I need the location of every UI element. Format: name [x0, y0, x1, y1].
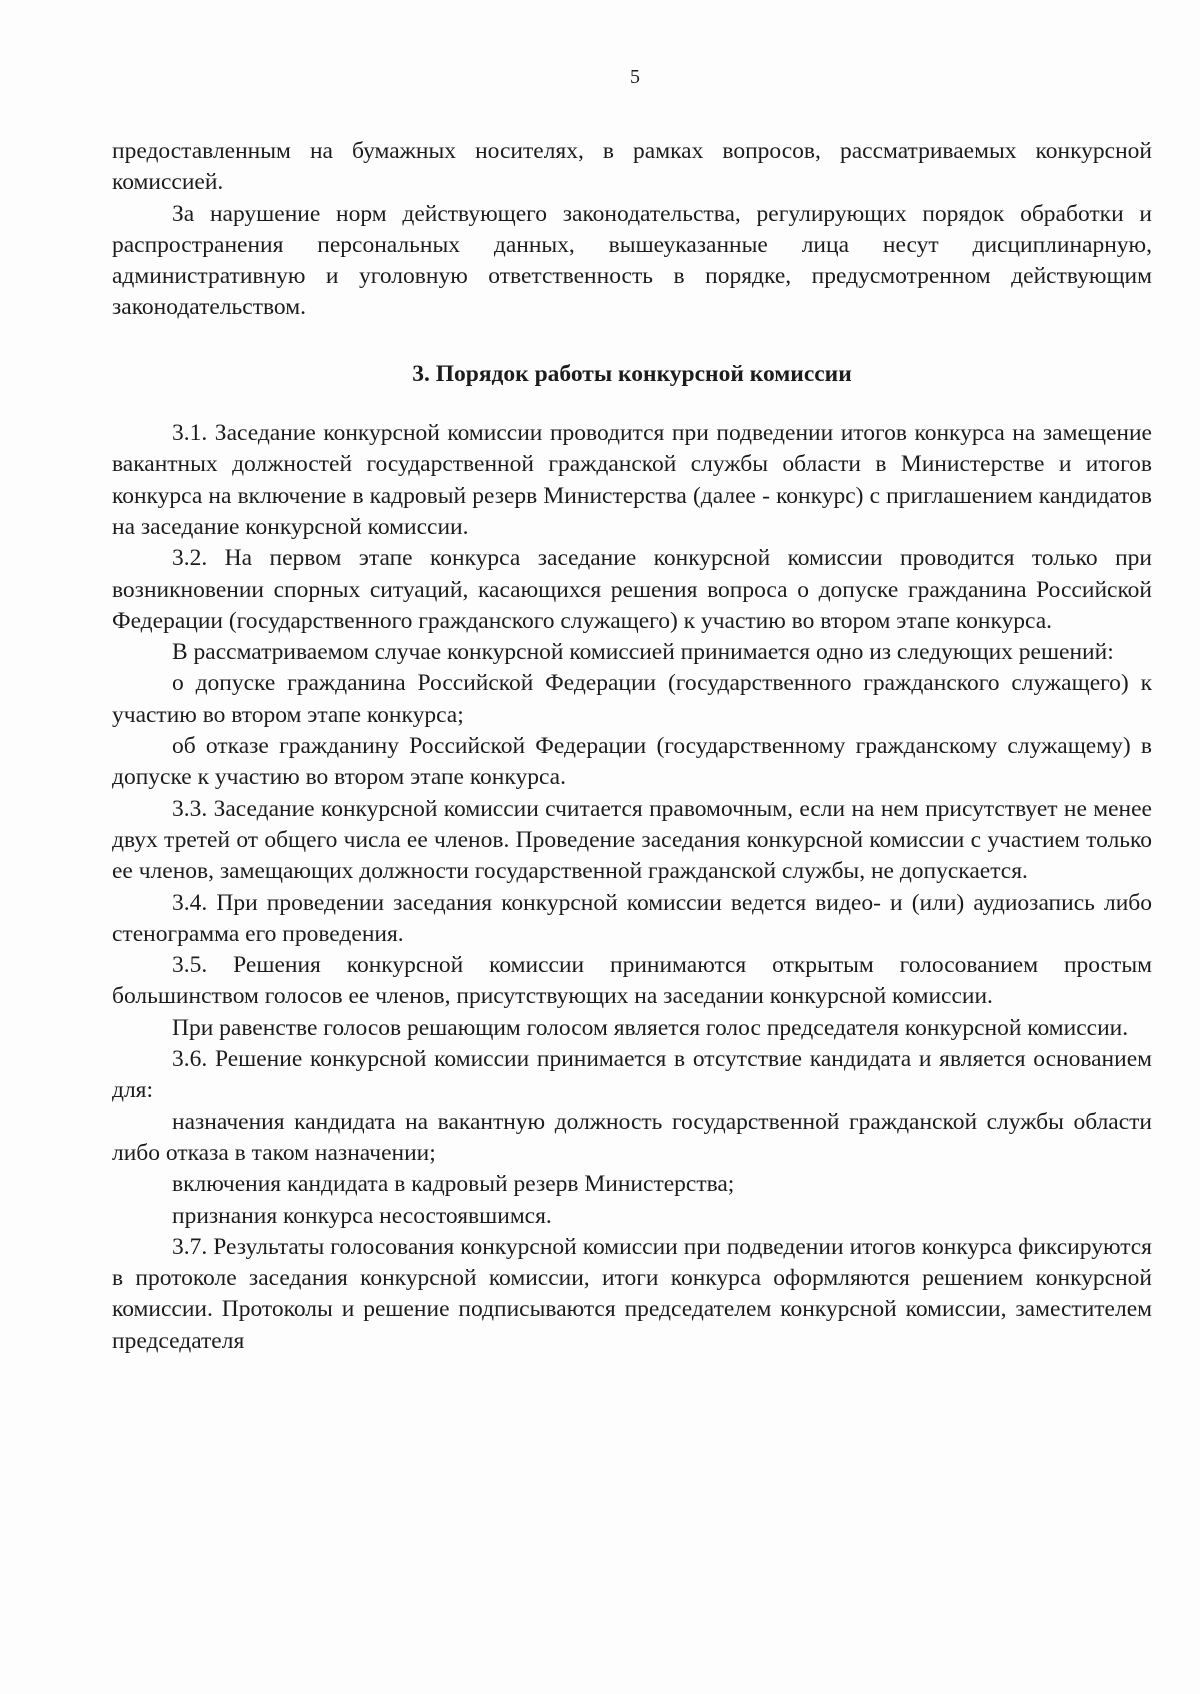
- paragraph-decision-admit: о допуске гражданина Российской Федерации (государственного гражданского служащего) к участию во втором этапе конкурса;: [112, 670, 1152, 728]
- paragraph-basis-reserve: включения кандидата в кадровый резерв Министерства;: [172, 1171, 735, 1198]
- paragraph-3-7: 3.7. Результаты голосования конкурсной комиссии при подведении итогов конкурса фиксируются в протоколе заседания конкурсной комиссии, итоги конкурса оформляются решением конкурсной комиссии. Протоколы и решение подписываются председателем конкурсной комиссии, заместителем председателя: [112, 1233, 1152, 1354]
- paragraph-decision-refuse: об отказе гражданину Российской Федерации (государственному гражданскому служащему) в допуске к участию во втором этапе конкурса.: [112, 733, 1152, 791]
- paragraph-decisions-intro: В рассматриваемом случае конкурсной комиссией принимается одно из следующих решений:: [172, 639, 1114, 666]
- paragraph-3-4: 3.4. При проведении заседания конкурсной комиссии ведется видео- и (или) аудиозапись либо стенограмма его проведения.: [112, 889, 1152, 947]
- paragraph-continuation: предоставленным на бумажных носителях, в рамках вопросов, рассматриваемых конкурсной комиссией.: [112, 138, 1152, 196]
- section-heading: 3. Порядок работы конкурсной комиссии: [412, 360, 852, 387]
- paragraph-3-6: 3.6. Решение конкурсной комиссии принимается в отсутствие кандидата и является основанием для:: [112, 1046, 1152, 1104]
- paragraph-3-1: 3.1. Заседание конкурсной комиссии проводится при подведении итогов конкурса на замещение вакантных должностей государственной гражданской службы области в Министерстве и итогов конкурса на включение в кадровый резерв Министерства (далее - конкурс) с приглашением кандидатов на заседание конкурсной комиссии.: [112, 420, 1152, 540]
- paragraph-basis-failed: признания конкурса несостоявшимся.: [172, 1202, 552, 1229]
- paragraph-3-2: 3.2. На первом этапе конкурса заседание конкурсной комиссии проводится только при возникновении спорных ситуаций, касающихся решения вопроса о допуске гражданина Российской Федерации (государственного гражданского служащего) к участию во втором этапе конкурса.: [112, 545, 1152, 634]
- paragraph-3-5: 3.5. Решения конкурсной комиссии принимаются открытым голосованием простым большинством голосов ее членов, присутствующих на заседании конкурсной комиссии.: [112, 952, 1152, 1010]
- page-number: 5: [630, 66, 640, 88]
- paragraph-tie-vote: При равенстве голосов решающим голосом является голос председателя конкурсной комиссии.: [172, 1014, 1129, 1041]
- document-body: [112, 136, 1152, 1357]
- paragraph-basis-appointment: назначения кандидата на вакантную должность государственной гражданской службы области либо отказа в таком назначении;: [112, 1108, 1152, 1166]
- paragraph-liability: За нарушение норм действующего законодательства, регулирующих порядок обработки и распространения персональных данных, вышеуказанные лица несут дисциплинарную, административную и уголовную ответственность в порядке, предусмотренном действующим законодательством.: [112, 200, 1152, 321]
- paragraph-3-3: 3.3. Заседание конкурсной комиссии считается правомочным, если на нем присутствует не менее двух третей от общего числа ее членов. Проведение заседания конкурсной комиссии с участием только ее членов, замещающих должности государственной гражданской службы, не допускается.: [112, 795, 1152, 885]
